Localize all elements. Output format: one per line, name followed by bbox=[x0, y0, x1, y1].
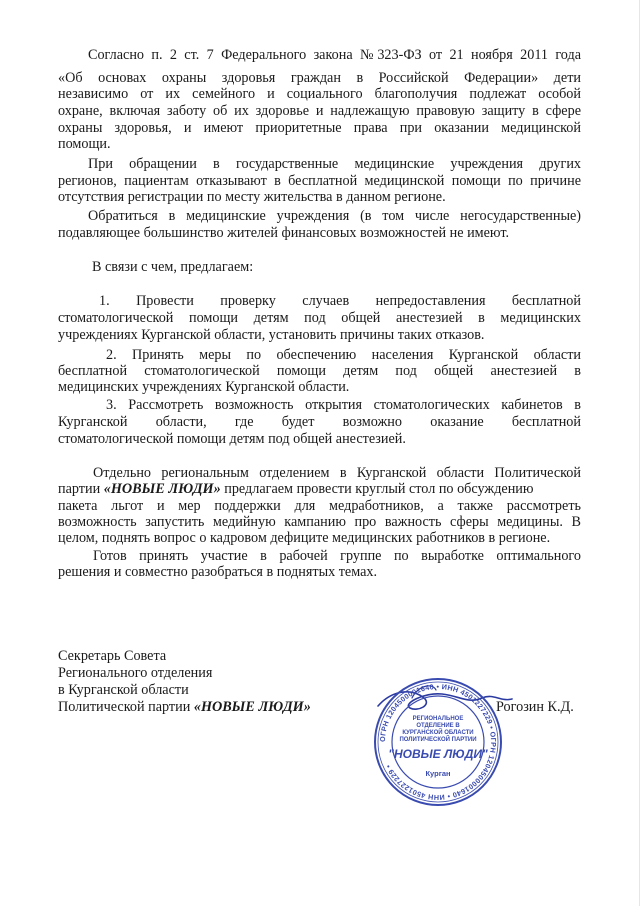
text-line: бесплатной стоматологической помощи детям под общей анестезией в bbox=[58, 363, 581, 379]
text-line: При обращении в государственные медицинские учреждения других bbox=[88, 156, 581, 172]
signer-title-line: Регионального отделения bbox=[58, 665, 213, 681]
signer-title-line: в Курганской области bbox=[58, 682, 189, 698]
stamp-party-name: "НОВЫЕ ЛЮДИ" bbox=[388, 747, 488, 761]
signer-title-line bbox=[58, 699, 311, 715]
signer-name: Рогозин К.Д. bbox=[496, 699, 574, 715]
official-stamp bbox=[372, 676, 504, 808]
stamp-text: ОТДЕЛЕНИЕ В bbox=[416, 723, 460, 729]
text-line bbox=[58, 481, 581, 497]
text-line: 2. Принять меры по обеспечению населения Курганской области bbox=[106, 347, 581, 363]
text-line: Отдельно региональным отделением в Курганской области Политической bbox=[93, 465, 581, 481]
text-line: отсутствия регистрации по месту жительства в данном регионе. bbox=[58, 189, 446, 205]
text-line: 1. Провести проверку случаев непредоставления бесплатной bbox=[99, 293, 581, 309]
party-name: «НОВЫЕ ЛЮДИ» bbox=[103, 481, 221, 497]
text-line: Согласно п. 2 ст. 7 Федерального закона №323-ФЗ от 21 ноября 2011 года bbox=[88, 47, 581, 63]
text-line: медицинских учреждениях Курганской области. bbox=[58, 379, 350, 395]
text-line: регионов, пациентам отказывают в бесплатной медицинской помощи по причине bbox=[58, 173, 581, 189]
text-line: возможность запустить медийную кампанию про важность сферы медицины. В bbox=[58, 514, 581, 530]
proposal-intro: В связи с чем, предлагаем: bbox=[92, 259, 254, 275]
text-line: Готов принять участие в рабочей группе по выработке оптимального bbox=[93, 548, 581, 564]
signer-title-line: Секретарь Совета bbox=[58, 648, 167, 664]
text-line: Обратиться в медицинские учреждения (в том числе негосударственные) bbox=[88, 208, 581, 224]
stamp-ring-text: ОГРН 1204500001640 • ИНН 4501227229 • ОГРН 1204500001640 • ИНН 4501227229 • bbox=[377, 681, 499, 803]
text-line: «Об основах охраны здоровья граждан в Российской Федерации» дети bbox=[58, 70, 581, 86]
text-fragment: Политической партии bbox=[58, 699, 194, 715]
text-fragment: партии bbox=[58, 481, 104, 497]
text-line: пакета льгот и мер поддержки для медработников, а также рассмотреть bbox=[58, 498, 581, 514]
text-line: целом, поднять вопрос о кадровом дефиците медицинских работников в регионе. bbox=[58, 530, 551, 546]
text-line: стоматологической помощи детям под общей анестезией в медицинских bbox=[58, 310, 581, 326]
text-line: 3. Рассмотреть возможность открытия стоматологических кабинетов в bbox=[106, 397, 581, 413]
text-fragment: предлагаем провести круглый стол по обсуждению bbox=[220, 481, 534, 497]
text-line: подавляющее большинство жителей финансовых возможностей не имеют. bbox=[58, 225, 510, 241]
text-line: помощи. bbox=[58, 136, 111, 152]
stamp-text: ПОЛИТИЧЕСКОЙ ПАРТИИ bbox=[399, 737, 477, 743]
stamp-text: КУРГАНСКОЙ ОБЛАСТИ bbox=[402, 730, 474, 736]
text-line: стоматологической помощи детям под общей анестезией. bbox=[58, 431, 406, 447]
text-line: независимо от их семейного и социального благополучия подлежат особой bbox=[58, 86, 581, 102]
text-line: охраны здоровья, и имеют приоритетные права при оказании медицинской bbox=[58, 120, 581, 136]
party-name: «НОВЫЕ ЛЮДИ» bbox=[193, 699, 311, 715]
stamp-city: Курган bbox=[425, 769, 451, 778]
text-line: учреждениях Курганской области, установить причины таких отказов. bbox=[58, 327, 485, 343]
text-line: Курганской области, где будет возможно оказание бесплатной bbox=[58, 414, 581, 430]
text-line: решения и совместно разобраться в поднятых темах. bbox=[58, 564, 378, 580]
text-line: охране, включая заботу об их здоровье и надлежащую правовую защиту в сфере bbox=[58, 103, 581, 119]
stamp-text: РЕГИОНАЛЬНОЕ bbox=[412, 716, 464, 722]
